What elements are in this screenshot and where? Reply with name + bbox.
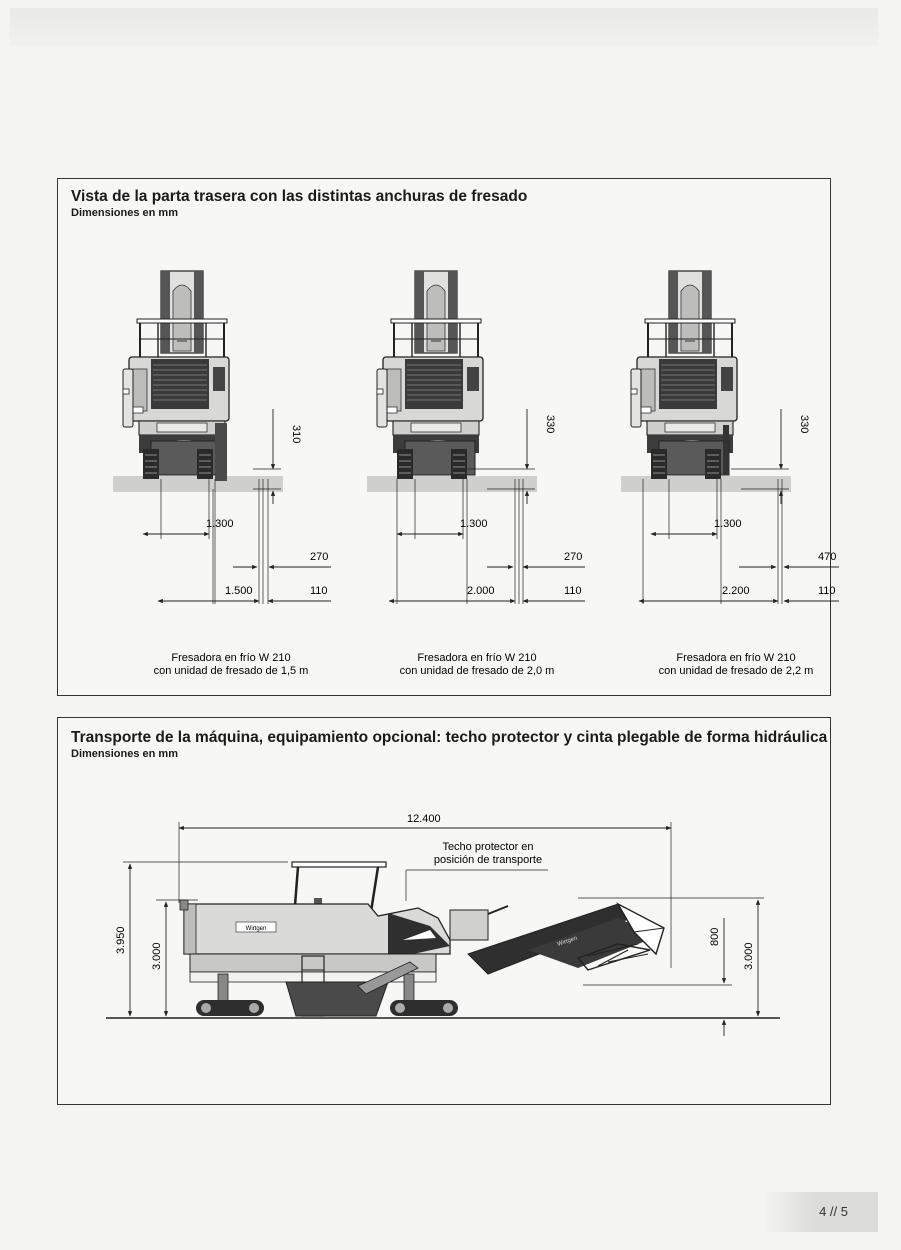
track-dim-label: 1.300: [714, 518, 742, 530]
machine-side-drawing: [180, 862, 664, 1016]
rear-view-panel: [57, 178, 837, 696]
conveyor-height-label: 3.000: [743, 942, 755, 970]
roof-label-line2: posición de transporte: [433, 854, 543, 866]
conveyor-drop-label: 800: [709, 927, 721, 946]
height-dim-label: 330: [798, 415, 810, 434]
caption-line2: con unidad de fresado de 2,0 m: [399, 665, 555, 677]
track-dim-label: 1.300: [206, 518, 234, 530]
width-dim-label: 2.200: [722, 585, 750, 597]
rear-view-3: [621, 271, 839, 677]
offset-dim-label: 270: [564, 551, 583, 563]
length-dim-label: 12.400: [407, 813, 441, 825]
width-dim-label: 2.000: [467, 585, 495, 597]
transport-drawing: [58, 718, 830, 1104]
caption-line1: Fresadora en frío W 210: [171, 652, 291, 664]
transport-title: Transporte de la máquina, equipamiento opcional: techo protector y cinta plegable de forma hidráulica: [71, 729, 828, 746]
rear-view-drawings: [58, 179, 837, 695]
offset-dim-label: 270: [310, 551, 329, 563]
page-number: 4 // 5: [819, 1204, 848, 1219]
track-dim-label: 1.300: [460, 518, 488, 530]
rear-view-title: Vista de la parta trasera con las distintas anchuras de fresado: [71, 188, 528, 205]
caption-line2: con unidad de fresado de 1,5 m: [153, 665, 309, 677]
caption-line2: con unidad de fresado de 2,2 m: [658, 665, 814, 677]
side-dim-label: 110: [818, 585, 836, 597]
machine-rear-drawing: [621, 271, 791, 492]
side-dim-label: 110: [564, 585, 582, 597]
height-machine-label: 3.000: [151, 942, 163, 970]
machine-rear-drawing: [367, 271, 537, 492]
height-total-label: 3.950: [115, 926, 127, 954]
conveyor-brand-label: Wirtgen: [556, 935, 579, 948]
rear-view-2: [367, 271, 585, 677]
machine-rear-drawing: [113, 271, 283, 492]
roof-label-line1: Techo protector en: [442, 841, 534, 853]
rear-view-1: [113, 271, 331, 677]
caption-line1: Fresadora en frío W 210: [417, 652, 537, 664]
width-dim-label: 1.500: [225, 585, 253, 597]
page-number-band: [764, 1192, 878, 1232]
caption-line1: Fresadora en frío W 210: [676, 652, 796, 664]
brand-label: Wirtgen: [245, 926, 267, 932]
height-dim-label: 310: [290, 425, 302, 444]
transport-subtitle: Dimensiones en mm: [71, 748, 178, 760]
offset-dim-label: 470: [818, 551, 837, 563]
rear-view-subtitle: Dimensiones en mm: [71, 207, 178, 219]
top-scan-band: [10, 8, 878, 46]
transport-panel: [57, 717, 831, 1105]
side-dim-label: 110: [310, 585, 328, 597]
height-dim-label: 330: [544, 415, 556, 434]
